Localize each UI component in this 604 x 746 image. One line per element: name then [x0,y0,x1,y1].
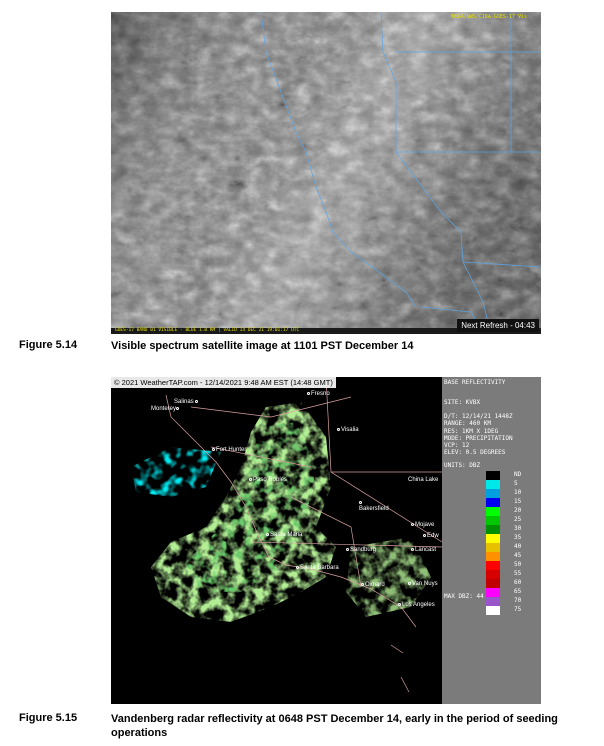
scale-label: 50 [514,561,522,568]
radar-image [111,377,541,704]
scale-swatch [486,588,500,597]
scale-swatch [486,507,500,516]
scale-swatch [486,489,500,498]
scale-label: 35 [514,534,522,541]
scale-label: 20 [514,507,522,514]
scale-label: 65 [514,588,522,595]
panel-range: RANGE: 460 KM [444,420,491,428]
panel-max-dbz: MAX DBZ: 44 [444,593,484,600]
panel-title: BASE REFLECTIVITY [444,379,506,386]
city-salinas: Salinas [174,399,199,405]
city-santa-barbara: Santa Barbara [296,565,339,571]
scale-swatch [486,561,500,570]
city-oxnard: Oxnard [361,582,385,588]
scale-label: 10 [514,489,522,496]
scale-swatch [486,606,500,615]
panel-elev: ELEV: 0.5 DEGREES [444,449,506,457]
satellite-bottom-label: GOES-17 BAND 01 VISIBLE - BLUE 1.0 KM | VALID 14 DEC 21 19:01:17 UTC [115,328,300,333]
scale-swatch [486,516,500,525]
scale-label: 75 [514,606,522,613]
figure-caption-5-14: Visible spectrum satellite image at 1101 PST December 14 [111,340,414,352]
city-los-angeles: Los Angeles [398,602,435,608]
satellite-top-label: NOAA/NWS/CIRA GOES-17 Vis [451,14,527,20]
scale-swatch [486,552,500,561]
city-fort-hunter: Fort Hunter [212,447,246,453]
figure-number-5-14: Figure 5.14 [19,339,78,351]
city-monterey: Monterey [151,406,180,412]
scale-swatch [486,480,500,489]
satellite-imagery [111,12,541,334]
panel-mode: MODE: PRECIPITATION [444,434,513,442]
scale-label: 30 [514,525,522,532]
scale-label: 25 [514,516,522,523]
city-mojave: Mojave [411,522,434,528]
scale-swatch [486,597,500,606]
scale-label: ND [514,471,522,478]
radar-info-panel [442,377,541,704]
scale-swatch [486,534,500,543]
scale-label: 40 [514,543,522,550]
figure-caption-5-15: Vandenberg radar reflectivity at 0648 PST December 14, early in the period of seeding operations [111,713,558,739]
panel-vcp: VCP: 12 [444,442,470,450]
scale-label: 45 [514,552,522,559]
city-paso-robles: Paso Robles [249,477,287,483]
panel-info [444,399,513,456]
scale-label: 55 [514,570,522,577]
scale-swatch [486,498,500,507]
scale-swatch [486,525,500,534]
reflectivity-color-scale [486,471,500,615]
satellite-image [111,12,541,334]
scale-swatch [486,471,500,480]
city-santa-maria: Santa Maria [266,532,302,538]
scale-label: 70 [514,597,522,604]
panel-units: UNITS: DBZ [444,462,481,469]
city-fresno: Fresno [307,391,330,397]
city-visalia: Visalia [337,427,359,433]
scale-label: 15 [514,498,522,505]
panel-site: SITE: KVBX [444,399,481,406]
scale-swatch [486,579,500,588]
city-edwards: Edw [423,533,439,539]
city-van-nuys: Van Nuys [408,581,438,587]
city-lancaster: Lancast [411,547,436,553]
scale-swatch [486,570,500,579]
next-refresh-label: Next Refresh - 04:43 [457,319,539,332]
reflectivity-scale-labels [514,470,521,614]
scale-swatch [486,543,500,552]
panel-dt: D/T: 12/14/21 1448Z [444,413,513,421]
panel-res: RES: 1KM X 1DEG [444,427,499,435]
scale-label: 5 [514,480,518,487]
scale-label: 60 [514,579,522,586]
city-china-lake: China Lake [408,477,439,483]
city-sandburg: Sandburg [346,547,376,553]
figure-number-5-15: Figure 5.15 [19,712,78,724]
city-bakersfield: Bakersfield [359,500,389,512]
radar-header: © 2021 WeatherTAP.com - 12/14/2021 9:48 AM EST (14:48 GMT) [111,377,336,388]
radar-map [111,377,442,704]
